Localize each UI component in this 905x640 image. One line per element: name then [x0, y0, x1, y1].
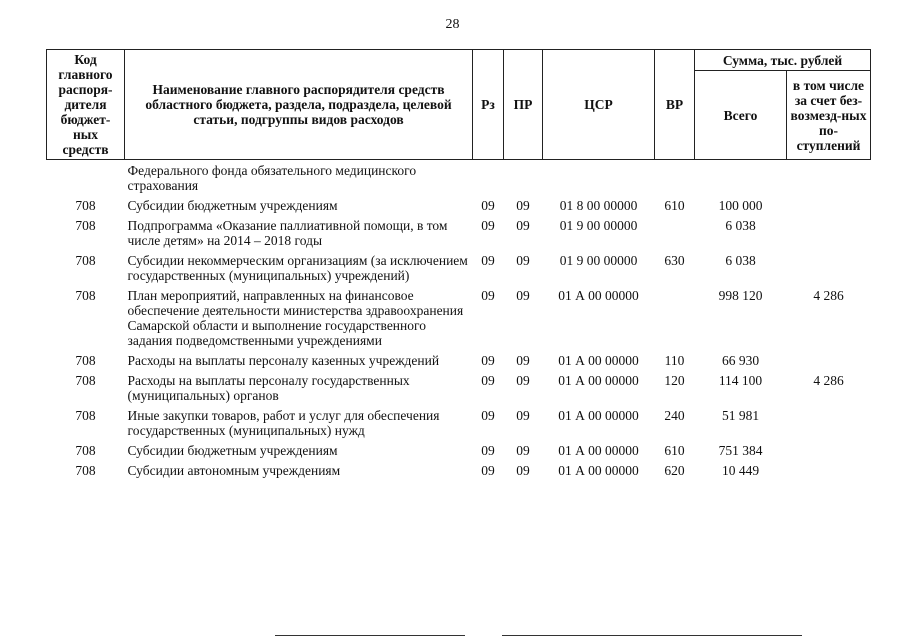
cell-name: Субсидии автономным учреждениям: [127, 463, 341, 478]
cell-csr: 01 8 00 00000: [559, 198, 638, 213]
cell-vr: 110: [664, 353, 685, 368]
cell-incl: [787, 196, 871, 216]
cell-csr: 01 9 00 00000: [559, 218, 638, 233]
table-row: [47, 251, 871, 286]
cell-rz: 09: [481, 408, 495, 423]
cell-total: 66 930: [721, 353, 760, 368]
cell-rz: 09: [481, 463, 495, 478]
cell-pr: 09: [516, 288, 530, 303]
table-row: [47, 196, 871, 216]
cell-vr: [655, 216, 695, 251]
table-header: [47, 50, 871, 160]
cell-total: 751 384: [718, 443, 763, 458]
cell-pr: 09: [516, 373, 530, 388]
cell-total: 100 000: [718, 198, 763, 213]
cell-name: Расходы на выплаты персоналу государственных (муниципальных) органов: [127, 373, 410, 403]
cell-code: 708: [75, 408, 96, 423]
table-row: [47, 441, 871, 461]
cell-csr: 01 А 00 00000: [558, 463, 639, 478]
footer-rule-right: [502, 635, 802, 636]
budget-table: [46, 49, 871, 481]
cell-total: 6 038: [725, 253, 756, 268]
cell-name: Иные закупки товаров, работ и услуг для обеспечения государственных (муниципальных) нужд: [127, 408, 440, 438]
cell-code: 708: [75, 218, 96, 233]
header-incl: в том числе за счет без-возмезд-ных по-ступлений: [787, 71, 871, 160]
cell-name: Субсидии некоммерческим организациям (за исключением государственных (муниципальных) учреждений): [127, 253, 468, 283]
cell-vr: 610: [664, 443, 685, 458]
cell-total: 114 100: [718, 373, 763, 388]
cell-code: 708: [75, 353, 96, 368]
table-row: [47, 406, 871, 441]
cell-pr: 09: [516, 198, 530, 213]
header-vr: ВР: [655, 50, 695, 160]
footer-rule-left: [275, 635, 465, 636]
cell-csr: 01 9 00 00000: [559, 253, 638, 268]
table-row: [47, 461, 871, 481]
cell-total: 10 449: [721, 463, 760, 478]
cell-pr: 09: [516, 218, 530, 233]
cell-name: Субсидии бюджетным учреждениям: [127, 198, 338, 213]
cell-total: 51 981: [721, 408, 760, 423]
table-body: [47, 160, 871, 482]
cell-code: 708: [75, 463, 96, 478]
header-name: Наименование главного распорядителя средств областного бюджета, раздела, подраздела, целевой статьи, подгруппы видов расходов: [125, 50, 473, 160]
table-row: [47, 371, 871, 406]
cell-name: Расходы на выплаты персоналу казенных учреждений: [127, 353, 440, 368]
cell-vr: 620: [664, 463, 685, 478]
cell-csr: 01 А 00 00000: [558, 443, 639, 458]
table-row: [47, 216, 871, 251]
cell-vr: 240: [664, 408, 685, 423]
cell-incl: 4 286: [813, 373, 844, 388]
table-row-continuation: [47, 160, 871, 197]
page-number: 28: [445, 17, 460, 32]
cell-code: 708: [75, 373, 96, 388]
cell-code: [47, 160, 125, 197]
header-csr: ЦСР: [543, 50, 655, 160]
header-sum: Сумма, тыс. рублей: [695, 50, 871, 71]
cell-csr: 01 А 00 00000: [558, 353, 639, 368]
cell-code: 708: [75, 198, 96, 213]
cell-pr: 09: [516, 443, 530, 458]
cell-vr: 610: [664, 198, 685, 213]
cell-code: 708: [75, 288, 96, 303]
cell-vr: [655, 286, 695, 351]
cell-total: 998 120: [718, 288, 763, 303]
table-row: [47, 286, 871, 351]
cell-csr: 01 А 00 00000: [558, 373, 639, 388]
cell-incl: [787, 406, 871, 441]
cell-incl: 4 286: [813, 288, 844, 303]
cell-code: 708: [75, 443, 96, 458]
cell-incl: [787, 216, 871, 251]
table-row: [47, 351, 871, 371]
cell-csr: 01 А 00 00000: [558, 288, 639, 303]
cell-pr: 09: [516, 353, 530, 368]
cell-pr: 09: [516, 253, 530, 268]
cell-rz: 09: [481, 218, 495, 233]
cell-name: План мероприятий, направленных на финансовое обеспечение деятельности министерства здравоохранения Самарской области и выполнение государственного задания подведомственными учреждениями: [127, 288, 464, 348]
header-pr: ПР: [504, 50, 543, 160]
cell-incl: [787, 441, 871, 461]
cell-name: Субсидии бюджетным учреждениям: [127, 443, 338, 458]
cell-incl: [787, 461, 871, 481]
cell-pr: 09: [516, 463, 530, 478]
header-rz: Рз: [473, 50, 504, 160]
cell-rz: 09: [481, 198, 495, 213]
cell-total: 6 038: [725, 218, 756, 233]
cell-vr: 120: [664, 373, 685, 388]
cell-name: Федерального фонда обязательного медицинского страхования: [127, 163, 417, 193]
cell-rz: 09: [481, 288, 495, 303]
cell-code: 708: [75, 253, 96, 268]
cell-rz: 09: [481, 443, 495, 458]
cell-rz: 09: [481, 373, 495, 388]
cell-name: Подпрограмма «Оказание паллиативной помощи, в том числе детям» на 2014 – 2018 годы: [127, 218, 448, 248]
cell-vr: 630: [664, 253, 685, 268]
cell-incl: [787, 351, 871, 371]
header-total: Всего: [695, 71, 787, 160]
header-code: Код главного распоря-дителя бюджет-ных средств: [47, 50, 125, 160]
cell-rz: 09: [481, 353, 495, 368]
cell-rz: 09: [481, 253, 495, 268]
cell-incl: [787, 251, 871, 286]
cell-pr: 09: [516, 408, 530, 423]
cell-csr: 01 А 00 00000: [558, 408, 639, 423]
